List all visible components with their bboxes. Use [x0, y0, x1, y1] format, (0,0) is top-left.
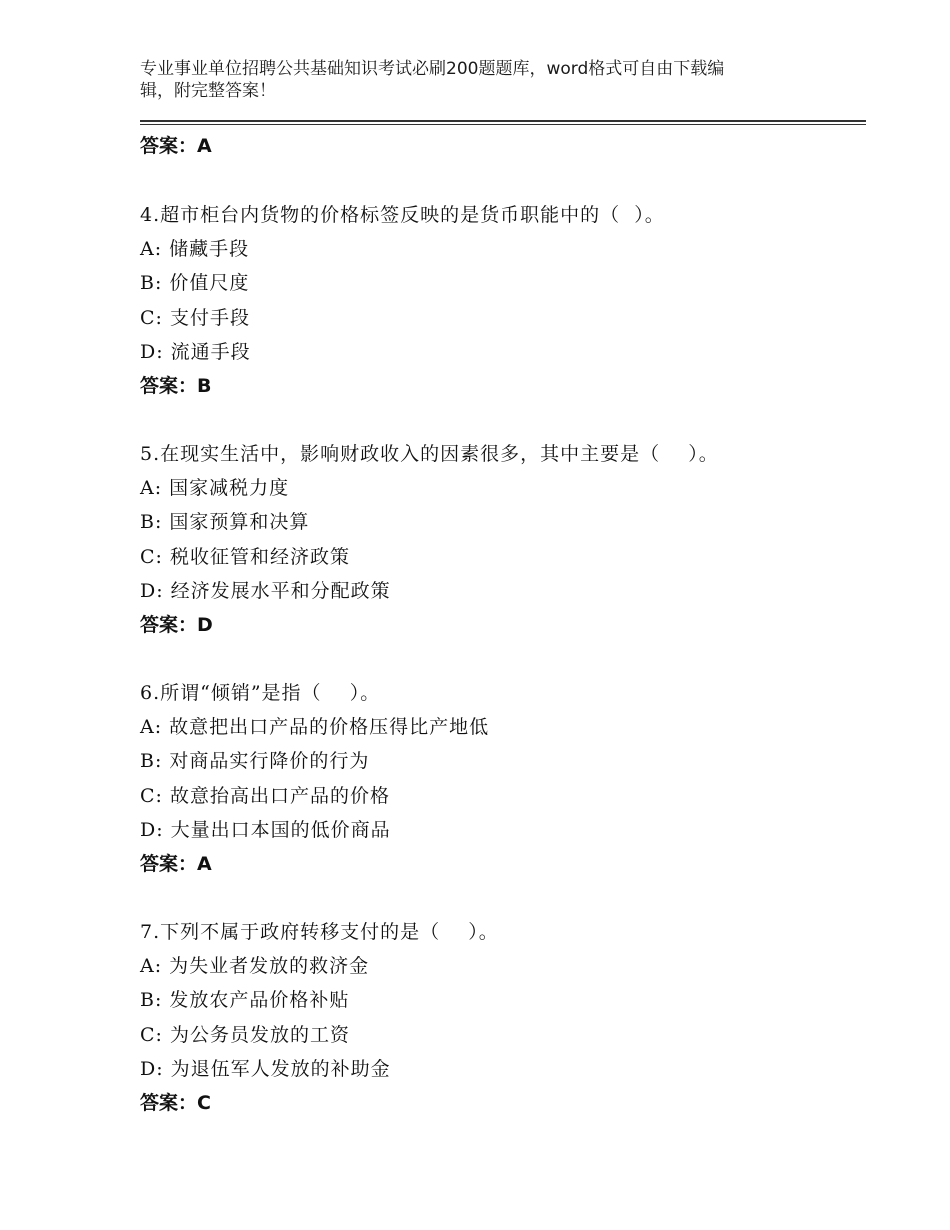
- document-header: [140, 58, 800, 102]
- option-c: C: 为公务员发放的工资: [140, 1024, 350, 1046]
- option-a: A: 国家减税力度: [140, 477, 290, 499]
- answer-line: 答案：D: [140, 614, 213, 636]
- option-c: C: 支付手段: [140, 307, 250, 329]
- header-line-1: 专业事业单位招聘公共基础知识考试必刷200题题库，word格式可自由下载编: [140, 59, 725, 79]
- question-text: 6.所谓“倾销”是指（ ）。: [140, 682, 381, 704]
- option-b: B: 价值尺度: [140, 272, 250, 294]
- option-d: D: 为退伍军人发放的补助金: [140, 1058, 391, 1080]
- option-b: B: 发放农产品价格补贴: [140, 989, 350, 1011]
- option-d: D: 经济发展水平和分配政策: [140, 580, 391, 602]
- question-text: 5.在现实生活中，影响财政收入的因素很多，其中主要是（ ）。: [140, 443, 719, 465]
- option-d: D: 大量出口本国的低价商品: [140, 819, 391, 841]
- header-divider-thin: [140, 124, 866, 125]
- question-text: 4.超市柜台内货物的价格标签反映的是货币职能中的（ ）。: [140, 204, 665, 226]
- header-line-2: 辑，附完整答案！: [140, 81, 276, 101]
- answer-line: 答案：C: [140, 1092, 211, 1114]
- option-c: C: 税收征管和经济政策: [140, 546, 350, 568]
- header-divider: [140, 120, 866, 122]
- option-b: B: 对商品实行降价的行为: [140, 750, 370, 772]
- option-c: C: 故意抬高出口产品的价格: [140, 785, 390, 807]
- answer-line: 答案：A: [140, 853, 212, 875]
- option-d: D: 流通手段: [140, 341, 251, 363]
- answer-line: 答案：B: [140, 375, 212, 397]
- option-a: A: 故意把出口产品的价格压得比产地低: [140, 716, 490, 738]
- question-text: 7.下列不属于政府转移支付的是（ ）。: [140, 921, 499, 943]
- option-a: A: 储藏手段: [140, 238, 250, 260]
- previous-answer: 答案：A: [140, 135, 212, 157]
- option-b: B: 国家预算和决算: [140, 511, 310, 533]
- option-a: A: 为失业者发放的救济金: [140, 955, 370, 977]
